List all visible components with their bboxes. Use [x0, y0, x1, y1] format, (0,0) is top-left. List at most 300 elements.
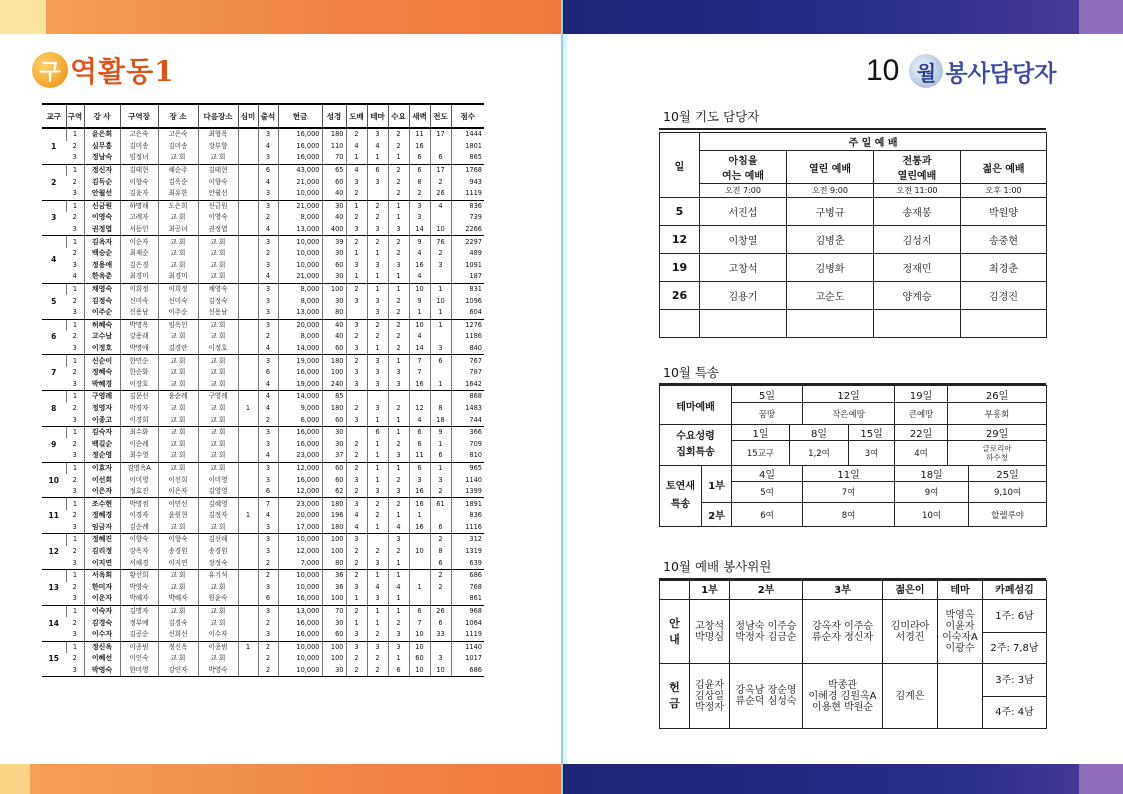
- column-header: 성경: [322, 104, 346, 128]
- prayer-date: 12: [660, 226, 700, 254]
- table-row: [42, 236, 484, 248]
- table-cell: 6: [409, 426, 430, 438]
- prayer-row: [660, 282, 1047, 310]
- table-cell: 3: [66, 152, 84, 164]
- volunteer-column-header: 테마: [938, 581, 983, 600]
- table-cell: 1: [367, 271, 388, 283]
- table-cell: 639: [451, 557, 484, 569]
- table-cell: 1: [367, 343, 388, 355]
- first-service-performer: 9여: [895, 482, 969, 503]
- table-cell: 85: [322, 391, 346, 403]
- table-cell: [238, 569, 258, 581]
- table-cell: 2: [388, 176, 409, 188]
- table-cell: 이순자: [120, 236, 158, 248]
- column-header: 심미: [238, 104, 258, 128]
- table-cell: [238, 450, 258, 462]
- table-cell: 100: [322, 283, 346, 295]
- table-cell: 2: [72, 654, 77, 663]
- table-cell: 3: [346, 319, 367, 331]
- table-cell: 3: [409, 474, 430, 486]
- leader-name: 김숙자: [84, 426, 120, 438]
- table-cell: 3: [258, 236, 278, 248]
- table-cell: [430, 141, 451, 153]
- table-cell: 1: [367, 283, 388, 295]
- table-cell: 교 회: [158, 236, 198, 248]
- table-cell: 4: [66, 271, 84, 283]
- table-cell: 1119: [451, 188, 484, 200]
- table-cell: 3: [367, 378, 388, 390]
- leader-name: 백길순: [84, 438, 120, 450]
- district-activity-table: [42, 103, 484, 677]
- table-cell: 943: [451, 176, 484, 188]
- table-cell: 4: [258, 271, 278, 283]
- table-cell: 1: [388, 355, 409, 367]
- table-cell: 2: [72, 582, 77, 591]
- table-cell: [238, 557, 258, 569]
- table-cell: 1891: [451, 498, 484, 510]
- table-cell: 1768: [451, 164, 484, 176]
- table-cell: 1: [66, 200, 84, 212]
- table-cell: 이정호: [198, 343, 238, 355]
- table-cell: 박명애: [120, 343, 158, 355]
- usher-label: 안 내: [660, 600, 690, 664]
- table-row: [42, 629, 484, 641]
- table-cell: 14,000: [278, 343, 322, 355]
- table-cell: [238, 343, 258, 355]
- table-cell: 3: [346, 641, 367, 653]
- table-cell: 이향숙: [198, 176, 238, 188]
- table-cell: 16,000: [278, 438, 322, 450]
- leader-name: 정남숙: [84, 152, 120, 164]
- table-cell: 36: [322, 569, 346, 581]
- table-cell: 2: [72, 296, 77, 305]
- table-cell: 18: [430, 414, 451, 426]
- wednesday-performer: 15교구: [732, 441, 790, 466]
- table-cell: [238, 152, 258, 164]
- table-cell: 26: [430, 605, 451, 617]
- table-cell: 신미숙: [120, 295, 158, 307]
- table-cell: [238, 355, 258, 367]
- table-row: [42, 522, 484, 534]
- theme-date: 19일: [895, 386, 948, 403]
- table-cell: 2: [430, 534, 451, 546]
- table-cell: 김은경: [120, 260, 158, 272]
- column-header: 헌금: [278, 104, 322, 128]
- table-cell: 장부향: [198, 141, 238, 153]
- table-cell: 10: [409, 546, 430, 558]
- prayer-leader: 송중현: [961, 226, 1047, 254]
- table-cell: 10: [409, 283, 430, 295]
- prayer-leader: 최경춘: [961, 254, 1047, 282]
- table-cell: [409, 534, 430, 546]
- table-cell: 100: [322, 641, 346, 653]
- prayer-row: [660, 254, 1047, 282]
- table-cell: 8: [430, 403, 451, 415]
- table-cell: 60: [409, 653, 430, 665]
- table-cell: 6: [367, 426, 388, 438]
- leader-name: 허혜숙: [84, 319, 120, 331]
- table-cell: 1: [346, 248, 367, 260]
- table-cell: 2: [346, 355, 367, 367]
- prayer-leader: 김병춘: [787, 226, 874, 254]
- table-cell: 180: [322, 403, 346, 415]
- table-row: [42, 510, 484, 522]
- second-service-performer: 6여: [732, 503, 803, 527]
- right-title-text: 봉사담당자: [945, 59, 1057, 87]
- table-cell: 이주순: [158, 307, 198, 319]
- table-cell: 3: [388, 629, 409, 641]
- table-cell: [238, 426, 258, 438]
- table-cell: 1: [66, 426, 84, 438]
- table-cell: 1: [367, 569, 388, 581]
- table-cell: 3: [388, 367, 409, 379]
- leader-name: 이숙자: [84, 605, 120, 617]
- saturday-special-label: 토연새 특송: [660, 466, 702, 527]
- table-cell: 6: [409, 605, 430, 617]
- table-cell: 교 회: [158, 462, 198, 474]
- table-cell: 강인자: [158, 665, 198, 677]
- table-cell: 1: [66, 498, 84, 510]
- table-cell: 1: [66, 283, 84, 295]
- leader-name: 이은자: [84, 486, 120, 498]
- leader-name: 신순이: [84, 355, 120, 367]
- table-cell: [409, 593, 430, 605]
- table-cell: [430, 391, 451, 403]
- first-service-performer: 7여: [803, 482, 895, 503]
- leader-name: 정혜숙: [84, 367, 120, 379]
- table-cell: 2: [430, 248, 451, 260]
- top-right-band: [563, 0, 1123, 34]
- table-cell: 이순례: [120, 438, 158, 450]
- table-cell: 180: [322, 498, 346, 510]
- table-cell: 3: [367, 557, 388, 569]
- table-cell: 3: [258, 605, 278, 617]
- table-cell: 1801: [451, 141, 484, 153]
- table-cell: 권정엽: [198, 224, 238, 236]
- table-cell: 교 회: [198, 438, 238, 450]
- theme-date: 26일: [948, 386, 1047, 403]
- table-cell: 60: [322, 462, 346, 474]
- first-service-performer: 5여: [732, 482, 803, 503]
- table-cell: 43,000: [278, 164, 322, 176]
- table-cell: 최재순: [120, 248, 158, 260]
- table-cell: 1: [388, 605, 409, 617]
- table-cell: 김명자: [120, 605, 158, 617]
- table-cell: 686: [451, 665, 484, 677]
- table-cell: 8,000: [278, 283, 322, 295]
- table-cell: 2: [388, 498, 409, 510]
- table-cell: 3: [388, 260, 409, 272]
- table-cell: 2: [258, 617, 278, 629]
- table-cell: 김정자: [198, 510, 238, 522]
- table-cell: 교 회: [158, 403, 198, 415]
- table-cell: 교 회: [158, 653, 198, 665]
- table-cell: 교 회: [198, 236, 238, 248]
- table-cell: 교 회: [198, 605, 238, 617]
- table-cell: 1096: [451, 295, 484, 307]
- table-cell: 10: [409, 629, 430, 641]
- table-cell: 4: [409, 248, 430, 260]
- table-cell: [238, 260, 258, 272]
- table-cell: 1: [66, 534, 84, 546]
- table-cell: [409, 391, 430, 403]
- table-cell: 교 회: [198, 331, 238, 343]
- service-header: 열린 예배: [787, 151, 874, 184]
- table-cell: 2: [258, 665, 278, 677]
- table-cell: 송경원: [158, 546, 198, 558]
- table-cell: [238, 224, 258, 236]
- table-cell: 4: [346, 164, 367, 176]
- table-cell: 3: [66, 486, 84, 498]
- prayer-date: [660, 310, 700, 338]
- table-cell: 윤순례: [158, 391, 198, 403]
- table-cell: 이향숙: [120, 534, 158, 546]
- table-cell: 서동인: [120, 224, 158, 236]
- prayer-table: [659, 132, 1047, 338]
- table-cell: 2: [346, 438, 367, 450]
- table-cell: 3: [346, 534, 367, 546]
- table-cell: 1: [346, 200, 367, 212]
- leader-name: 김정숙: [84, 295, 120, 307]
- table-cell: 교 회: [198, 653, 238, 665]
- table-cell: 6: [258, 593, 278, 605]
- table-row: [42, 582, 484, 594]
- table-row: [42, 557, 484, 569]
- table-cell: 2: [346, 236, 367, 248]
- prayer-leader: 박원양: [961, 198, 1047, 226]
- table-cell: 3: [409, 200, 430, 212]
- table-cell: 1: [367, 605, 388, 617]
- table-cell: [346, 391, 367, 403]
- table-cell: 3: [72, 260, 77, 269]
- table-cell: 16,000: [278, 593, 322, 605]
- table-cell: 한순화: [120, 367, 158, 379]
- table-row: [42, 474, 484, 486]
- table-cell: 30: [322, 200, 346, 212]
- table-cell: 2: [346, 450, 367, 462]
- table-cell: 3: [388, 641, 409, 653]
- table-cell: 2: [388, 141, 409, 153]
- table-cell: 3: [66, 224, 84, 236]
- table-cell: 1: [66, 605, 84, 617]
- table-cell: 2: [388, 403, 409, 415]
- table-row: [42, 367, 484, 379]
- table-row: [42, 128, 484, 141]
- table-cell: [238, 593, 258, 605]
- table-cell: 3: [66, 557, 84, 569]
- table-row: [42, 665, 484, 677]
- table-cell: 이민선: [158, 498, 198, 510]
- table-cell: 1: [367, 462, 388, 474]
- table-cell: 최공녀: [158, 224, 198, 236]
- table-cell: 80: [322, 557, 346, 569]
- table-cell: 16: [409, 486, 430, 498]
- table-cell: 1: [367, 522, 388, 534]
- table-row: [42, 224, 484, 236]
- district-number: 15: [42, 641, 66, 677]
- second-service-label: 2부: [702, 503, 732, 527]
- prayer-leader: [874, 310, 961, 338]
- table-cell: 1444: [451, 128, 484, 141]
- table-cell: [238, 582, 258, 594]
- table-cell: [238, 462, 258, 474]
- table-row: [42, 283, 484, 295]
- cafe-week: 1주: 6남: [983, 600, 1047, 633]
- table-cell: 6: [430, 557, 451, 569]
- table-cell: 교 회: [158, 582, 198, 594]
- table-cell: 3: [367, 295, 388, 307]
- table-cell: 교 회: [158, 152, 198, 164]
- table-cell: 6: [409, 152, 430, 164]
- table-cell: 1: [238, 403, 258, 415]
- table-cell: 7: [258, 498, 278, 510]
- table-cell: 이희정: [120, 283, 158, 295]
- table-cell: 교 회: [158, 426, 198, 438]
- table-cell: 한미영: [120, 665, 158, 677]
- table-cell: 1: [388, 414, 409, 426]
- table-cell: [238, 474, 258, 486]
- table-cell: 12,000: [278, 486, 322, 498]
- leader-name: 임금자: [84, 522, 120, 534]
- table-row: [42, 152, 484, 164]
- table-cell: 8,000: [278, 295, 322, 307]
- table-cell: 10: [409, 319, 430, 331]
- leader-name: 고수남: [84, 331, 120, 343]
- table-cell: 10: [409, 641, 430, 653]
- table-cell: 2: [367, 546, 388, 558]
- table-cell: 3: [66, 629, 84, 641]
- table-cell: 10: [430, 295, 451, 307]
- prayer-leader: [787, 310, 874, 338]
- volunteer-column-header: 2부: [730, 581, 803, 600]
- title-ball-icon: 구: [32, 52, 68, 88]
- service-time: 오전 11:00: [874, 184, 961, 198]
- table-cell: 김미송: [120, 141, 158, 153]
- table-cell: 4: [258, 510, 278, 522]
- table-cell: 787: [451, 367, 484, 379]
- district-number: 8: [42, 391, 66, 427]
- table-cell: 8,000: [278, 212, 322, 224]
- column-header: 테마: [367, 104, 388, 128]
- bottom-right-band: [563, 764, 1123, 794]
- table-cell: 1: [367, 474, 388, 486]
- prayer-leader: 김경진: [961, 282, 1047, 310]
- table-cell: 3: [258, 260, 278, 272]
- theme-performer: 작은예땅: [803, 403, 895, 425]
- table-cell: [430, 593, 451, 605]
- table-cell: 739: [451, 212, 484, 224]
- table-cell: 1: [409, 307, 430, 319]
- table-cell: 2: [346, 653, 367, 665]
- table-cell: 10: [409, 665, 430, 677]
- table-row: [42, 569, 484, 581]
- table-cell: 30: [322, 426, 346, 438]
- table-cell: 2: [346, 486, 367, 498]
- table-cell: 3: [258, 462, 278, 474]
- table-cell: 3: [367, 403, 388, 415]
- table-cell: 교 회: [198, 271, 238, 283]
- table-cell: [367, 534, 388, 546]
- table-cell: 37: [322, 450, 346, 462]
- table-cell: 3: [346, 378, 367, 390]
- table-cell: 8: [409, 176, 430, 188]
- table-cell: 2: [388, 188, 409, 200]
- table-cell: 신희선: [158, 629, 198, 641]
- table-cell: 16: [409, 498, 430, 510]
- table-cell: 1: [346, 593, 367, 605]
- table-cell: 최수영: [120, 450, 158, 462]
- service-time: 오전 7:00: [700, 184, 787, 198]
- prayer-leader: 이창열: [700, 226, 787, 254]
- leader-name: 이종고: [84, 414, 120, 426]
- table-cell: 30: [322, 271, 346, 283]
- table-cell: 3: [346, 367, 367, 379]
- table-cell: 9: [409, 236, 430, 248]
- table-cell: 2: [72, 249, 77, 258]
- table-cell: 2: [367, 236, 388, 248]
- table-cell: 1: [430, 283, 451, 295]
- table-cell: 4: [258, 391, 278, 403]
- leader-name: 정신옥: [84, 641, 120, 653]
- district-number: 12: [42, 534, 66, 570]
- table-cell: 40: [322, 212, 346, 224]
- table-cell: 6: [430, 152, 451, 164]
- table-cell: 최수화: [120, 426, 158, 438]
- table-cell: 이종범: [198, 641, 238, 653]
- table-cell: [238, 534, 258, 546]
- table-cell: 10,000: [278, 260, 322, 272]
- table-cell: 3: [258, 307, 278, 319]
- usher-names: 강옥자 이주승 류순자 정신자: [803, 600, 883, 664]
- left-title-text: 역활동1: [70, 55, 175, 88]
- table-cell: 100: [322, 367, 346, 379]
- table-cell: 1: [66, 319, 84, 331]
- table-cell: 2: [72, 403, 77, 412]
- table-cell: 최경미: [120, 271, 158, 283]
- table-cell: 836: [451, 200, 484, 212]
- special-song-section-title: 10월 특송: [663, 365, 720, 380]
- leader-name: 정신자: [84, 164, 120, 176]
- table-cell: 교 회: [198, 450, 238, 462]
- table-cell: 21,000: [278, 200, 322, 212]
- table-cell: 17: [430, 128, 451, 141]
- table-cell: 17,000: [278, 522, 322, 534]
- table-cell: 7: [409, 617, 430, 629]
- table-cell: 8,000: [278, 331, 322, 343]
- table-cell: 6: [430, 450, 451, 462]
- table-cell: 3: [409, 212, 430, 224]
- table-cell: 2: [388, 617, 409, 629]
- column-header: 점수: [451, 104, 484, 128]
- table-cell: 3: [388, 534, 409, 546]
- column-header: 다음장소: [198, 104, 238, 128]
- leader-name: 한미자: [84, 582, 120, 594]
- table-cell: 김윤자: [120, 188, 158, 200]
- table-cell: 2: [346, 403, 367, 415]
- leader-name: 정혜경: [84, 510, 120, 522]
- table-row: [42, 188, 484, 200]
- table-cell: 861: [451, 593, 484, 605]
- top-left-band-accent: [0, 0, 46, 34]
- table-row: [42, 355, 484, 367]
- table-cell: 2: [72, 213, 77, 222]
- table-cell: 1: [66, 391, 84, 403]
- column-header: 강 사: [84, 104, 120, 128]
- table-cell: 1140: [451, 641, 484, 653]
- table-cell: 교 회: [198, 582, 238, 594]
- table-cell: 21,000: [278, 271, 322, 283]
- wednesday-date: 15일: [849, 425, 895, 441]
